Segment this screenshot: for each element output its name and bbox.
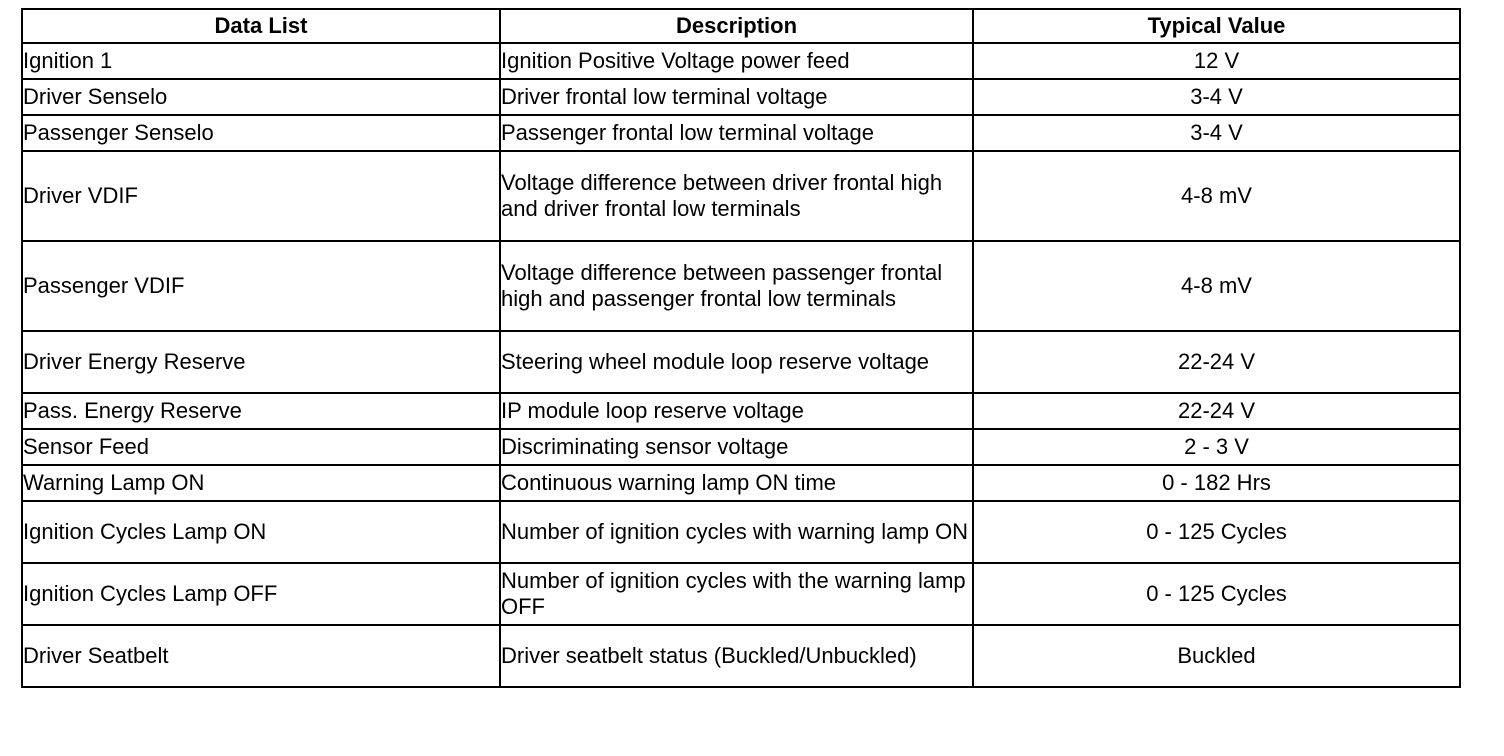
row-name: Driver Energy Reserve (22, 331, 500, 393)
row-name: Ignition Cycles Lamp ON (22, 501, 500, 563)
row-name: Driver Seatbelt (22, 625, 500, 687)
row-value: 22-24 V (973, 331, 1460, 393)
row-description: Voltage difference between passenger frontal high and passenger frontal low terminals (500, 241, 973, 331)
header-description: Description (500, 9, 973, 43)
row-description: Ignition Positive Voltage power feed (500, 43, 973, 79)
table-row (22, 393, 1460, 429)
row-value: 0 - 182 Hrs (973, 465, 1460, 501)
row-value: 0 - 125 Cycles (973, 563, 1460, 625)
table-row (22, 79, 1460, 115)
row-description: Discriminating sensor voltage (500, 429, 973, 465)
table-header-row (22, 9, 1460, 43)
row-description: Number of ignition cycles with warning lamp ON (500, 501, 973, 563)
row-description: Driver seatbelt status (Buckled/Unbuckled) (500, 625, 973, 687)
row-name: Sensor Feed (22, 429, 500, 465)
row-value: 2 - 3 V (973, 429, 1460, 465)
row-name: Ignition Cycles Lamp OFF (22, 563, 500, 625)
row-description: Driver frontal low terminal voltage (500, 79, 973, 115)
row-description: Steering wheel module loop reserve voltage (500, 331, 973, 393)
row-name: Passenger VDIF (22, 241, 500, 331)
row-value: 0 - 125 Cycles (973, 501, 1460, 563)
table-row (22, 625, 1460, 687)
row-name: Ignition 1 (22, 43, 500, 79)
row-name: Passenger Senselo (22, 115, 500, 151)
table-row (22, 151, 1460, 241)
header-typical-value: Typical Value (973, 9, 1460, 43)
row-name: Warning Lamp ON (22, 465, 500, 501)
row-name: Driver VDIF (22, 151, 500, 241)
row-description: Continuous warning lamp ON time (500, 465, 973, 501)
row-value: 4-8 mV (973, 151, 1460, 241)
row-value: 3-4 V (973, 115, 1460, 151)
row-description: Passenger frontal low terminal voltage (500, 115, 973, 151)
table-row (22, 115, 1460, 151)
row-value: 3-4 V (973, 79, 1460, 115)
table-row (22, 429, 1460, 465)
row-description: Voltage difference between driver frontal high and driver frontal low terminals (500, 151, 973, 241)
row-value: 4-8 mV (973, 241, 1460, 331)
row-name: Pass. Energy Reserve (22, 393, 500, 429)
row-name: Driver Senselo (22, 79, 500, 115)
row-description: Number of ignition cycles with the warning lamp OFF (500, 563, 973, 625)
table-row (22, 331, 1460, 393)
table-row (22, 241, 1460, 331)
data-list-table (21, 8, 1461, 688)
row-value: 12 V (973, 43, 1460, 79)
header-data-list: Data List (22, 9, 500, 43)
row-description: IP module loop reserve voltage (500, 393, 973, 429)
row-value: Buckled (973, 625, 1460, 687)
table-row (22, 43, 1460, 79)
table-row (22, 465, 1460, 501)
table-row (22, 563, 1460, 625)
table-row (22, 501, 1460, 563)
row-value: 22-24 V (973, 393, 1460, 429)
